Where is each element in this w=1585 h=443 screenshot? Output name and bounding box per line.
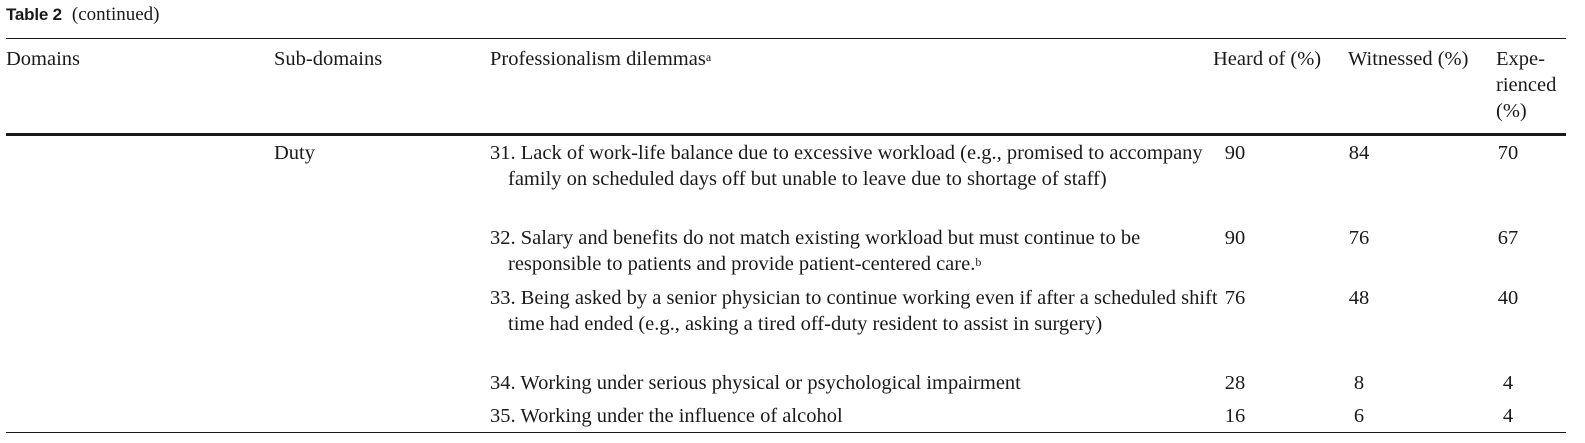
header-dilemmas-footnote: a <box>705 50 712 64</box>
experienced-value: 4 <box>1502 405 1514 427</box>
table-bottom-rule <box>6 432 1566 433</box>
header-witnessed: Witnessed (%) <box>1348 48 1469 70</box>
dilemma-text: 31. Lack of work-life balance due to excessive workload (e.g., promised to accompany family on scheduled days off but unable to leave due to shortage of staff) <box>490 142 1203 190</box>
header-experienced-line3: (%) <box>1496 100 1527 122</box>
header-experienced-line1: Expe- <box>1496 48 1545 70</box>
header-subdomains: Sub-domains <box>274 48 383 70</box>
witnessed-value: 84 <box>1348 142 1370 164</box>
table-label: Table 2 <box>6 5 62 24</box>
experienced-value: 4 <box>1502 372 1514 394</box>
header-dilemmas-text: Professionalism dilemmas <box>490 48 706 70</box>
table-top-rule <box>6 38 1566 39</box>
header-experienced <box>1496 46 1556 124</box>
header-experienced-line2: rienced <box>1496 74 1557 96</box>
table-continued-note: (continued) <box>71 4 160 25</box>
dilemma-footnote: b <box>975 255 982 269</box>
heard-value: 90 <box>1224 142 1246 164</box>
heard-value: 28 <box>1224 372 1246 394</box>
table-header-rule <box>6 133 1566 136</box>
heard-value: 16 <box>1224 405 1246 427</box>
header-domains: Domains <box>6 48 81 70</box>
dilemma-text <box>490 225 1220 277</box>
dilemma-text: 35. Working under the influence of alcohol <box>490 405 843 427</box>
dilemma-text: 33. Being asked by a senior physician to continue working even if after a scheduled shift time had ended (e.g., asking a tired off-duty resident to assist in surgery) <box>490 287 1218 335</box>
experienced-value: 70 <box>1497 142 1519 164</box>
header-heard: Heard of (%) <box>1213 48 1322 70</box>
heard-value: 76 <box>1224 287 1246 309</box>
witnessed-value: 6 <box>1353 405 1365 427</box>
table-caption <box>6 4 160 30</box>
heard-value: 90 <box>1224 227 1246 249</box>
dilemma-text: 34. Working under serious physical or psychological impairment <box>490 372 1021 394</box>
witnessed-value: 8 <box>1353 372 1365 394</box>
witnessed-value: 48 <box>1348 287 1370 309</box>
dilemma-text-body: 32. Salary and benefits do not match existing workload but must continue to be responsible to patients and provide patient-centered care. <box>490 227 1141 275</box>
header-dilemmas <box>490 46 711 72</box>
subdomain-duty: Duty <box>274 142 315 164</box>
witnessed-value: 76 <box>1348 227 1370 249</box>
experienced-value: 67 <box>1497 227 1519 249</box>
experienced-value: 40 <box>1497 287 1519 309</box>
